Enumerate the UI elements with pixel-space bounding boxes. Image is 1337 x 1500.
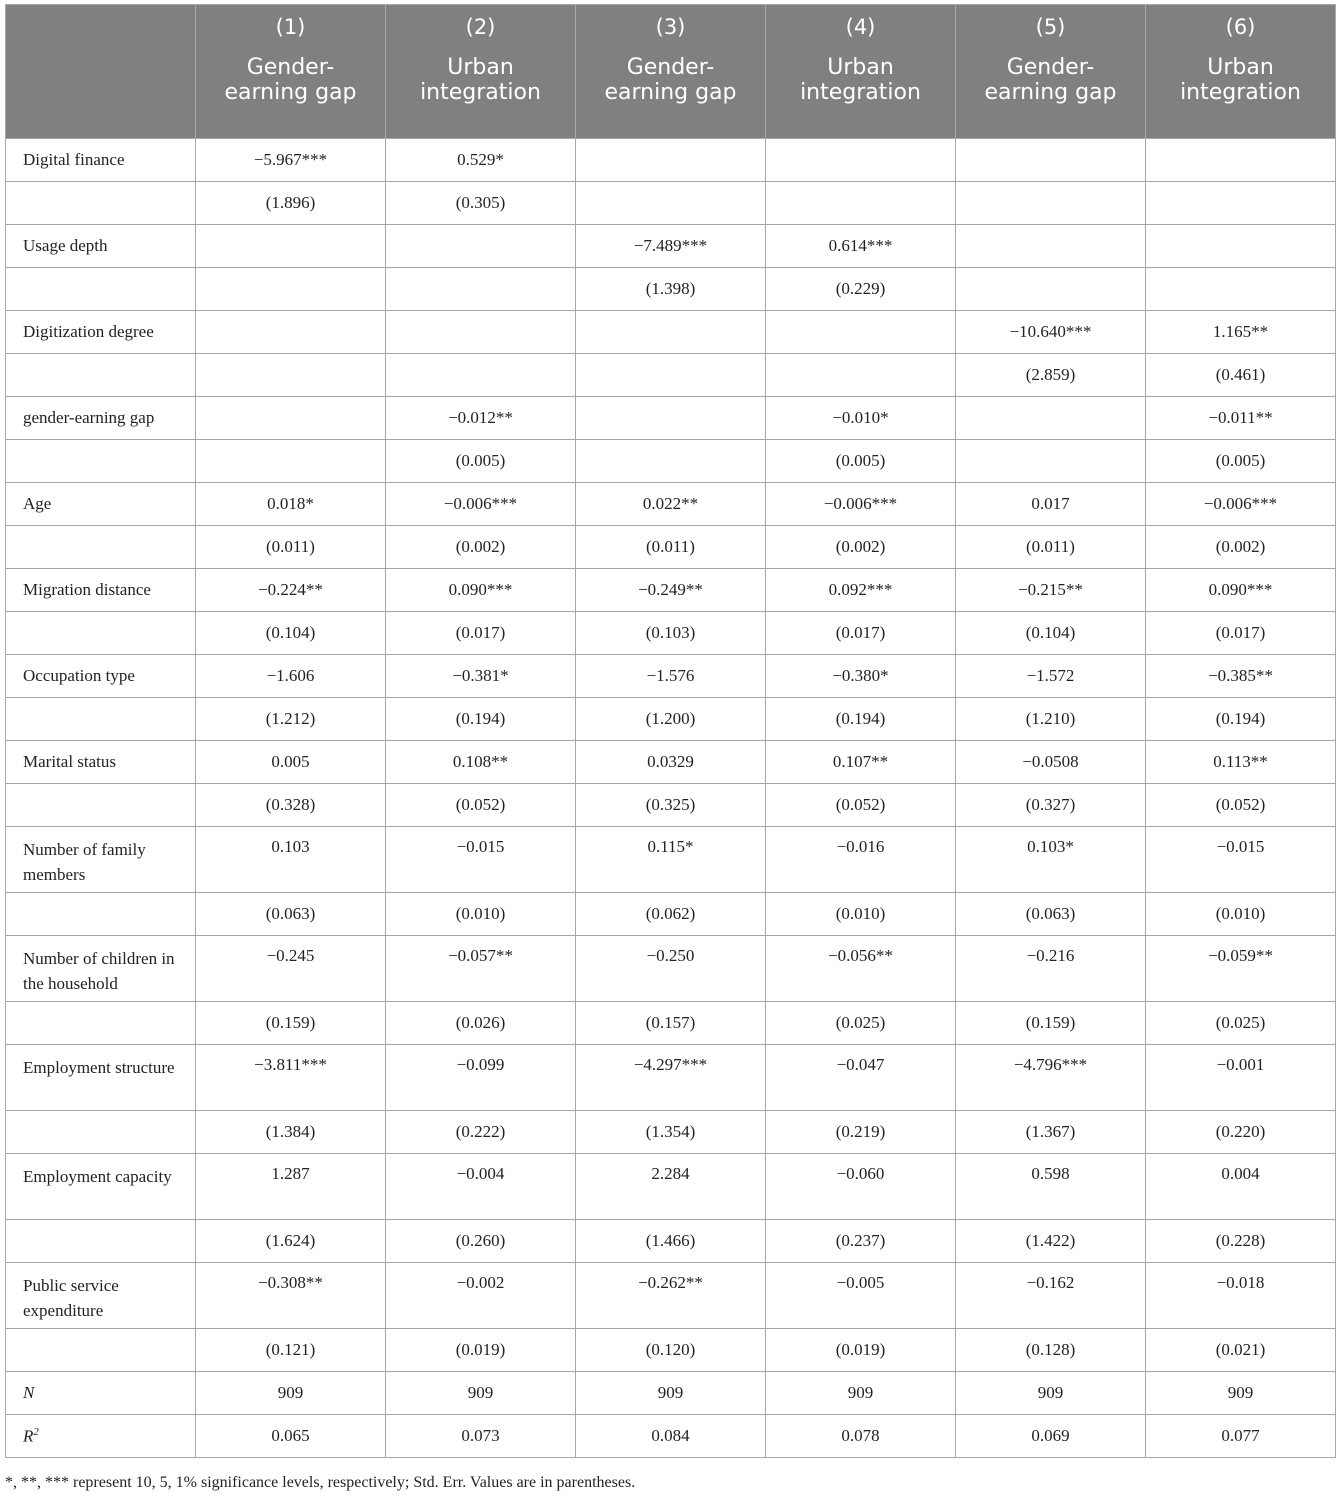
table-row — [6, 311, 1336, 354]
row-label-text: Digitization degree — [23, 322, 154, 341]
table-cell: 0.017 — [956, 483, 1146, 526]
table-cell: −0.385** — [1146, 655, 1336, 698]
table-cell: 1.165** — [1146, 311, 1336, 354]
table-cell: (0.026) — [386, 1002, 576, 1045]
row-label — [6, 139, 196, 182]
table-cell: −0.010* — [766, 397, 956, 440]
table-cell: (0.237) — [766, 1220, 956, 1263]
table-cell: −0.308** — [196, 1263, 386, 1329]
row-label — [6, 1111, 196, 1154]
table-cell: −1.572 — [956, 655, 1146, 698]
table-cell: (1.384) — [196, 1111, 386, 1154]
row-label-text: Digital finance — [23, 150, 125, 169]
table-cell: −0.016 — [766, 827, 956, 893]
table-cell — [1146, 182, 1336, 225]
row-label — [6, 526, 196, 569]
table-cell: (2.859) — [956, 354, 1146, 397]
table-cell — [386, 311, 576, 354]
table-cell: (0.025) — [1146, 1002, 1336, 1045]
table-cell: (0.229) — [766, 268, 956, 311]
table-cell: 0.065 — [196, 1415, 386, 1458]
table-cell: (0.104) — [196, 612, 386, 655]
table-cell: −0.006*** — [1146, 483, 1336, 526]
table-cell: 0.004 — [1146, 1154, 1336, 1220]
table-cell — [956, 182, 1146, 225]
column-label: Urban integration — [420, 55, 541, 105]
row-label — [6, 440, 196, 483]
column-label: Gender-earning gap — [604, 55, 737, 105]
table-cell: −0.056** — [766, 936, 956, 1002]
row-label-text: Age — [23, 494, 52, 513]
column-header — [1146, 5, 1336, 139]
row-label-text: Marital status — [23, 752, 117, 771]
table-cell: (0.017) — [766, 612, 956, 655]
table-cell: (1.367) — [956, 1111, 1146, 1154]
table-cell: (0.010) — [386, 893, 576, 936]
row-label — [6, 612, 196, 655]
row-label — [6, 1154, 196, 1220]
table-cell — [386, 225, 576, 268]
std-error-row — [6, 182, 1336, 225]
table-cell: (0.005) — [766, 440, 956, 483]
table-cell: −0.250 — [576, 936, 766, 1002]
table-cell: 0.614*** — [766, 225, 956, 268]
table-cell — [1146, 139, 1336, 182]
column-number: (5) — [1035, 15, 1066, 39]
column-header — [576, 5, 766, 139]
column-header — [956, 5, 1146, 139]
column-number: (6) — [1225, 15, 1256, 39]
table-cell: (1.398) — [576, 268, 766, 311]
row-label — [6, 698, 196, 741]
table-cell: 0.022** — [576, 483, 766, 526]
table-cell: (0.128) — [956, 1329, 1146, 1372]
table-cell: (1.624) — [196, 1220, 386, 1263]
row-label-superscript: 2 — [33, 1425, 39, 1438]
table-cell — [956, 397, 1146, 440]
row-label — [6, 893, 196, 936]
table-cell: (0.222) — [386, 1111, 576, 1154]
table-cell: −0.224** — [196, 569, 386, 612]
table-cell: 0.0329 — [576, 741, 766, 784]
table-cell — [386, 354, 576, 397]
table-cell — [196, 311, 386, 354]
table-cell: (1.212) — [196, 698, 386, 741]
table-cell: 0.108** — [386, 741, 576, 784]
table-body — [6, 139, 1336, 1458]
row-label-text: gender-earning gap — [23, 408, 155, 427]
std-error-row — [6, 1111, 1336, 1154]
table-cell: (0.005) — [386, 440, 576, 483]
table-cell — [196, 268, 386, 311]
table-cell: (0.063) — [956, 893, 1146, 936]
table-cell: (0.121) — [196, 1329, 386, 1372]
std-error-row — [6, 268, 1336, 311]
row-label — [6, 182, 196, 225]
std-error-row — [6, 1220, 1336, 1263]
table-cell: (1.896) — [196, 182, 386, 225]
std-error-row — [6, 354, 1336, 397]
table-cell: −0.245 — [196, 936, 386, 1002]
table-cell: 909 — [386, 1372, 576, 1415]
row-label — [6, 1263, 196, 1329]
table-header — [6, 5, 1336, 139]
row-label-text: N — [23, 1383, 35, 1402]
table-cell: 0.107** — [766, 741, 956, 784]
table-row — [6, 1372, 1336, 1415]
column-number: (2) — [465, 15, 496, 39]
table-cell: (0.325) — [576, 784, 766, 827]
table-cell: 0.090*** — [1146, 569, 1336, 612]
row-label-text: Number of children in the household — [23, 949, 175, 993]
table-footnote: *, **, *** represent 10, 5, 1% significance levels, respectively; Std. Err. Values are in parentheses. — [5, 1474, 636, 1491]
table-cell: (1.422) — [956, 1220, 1146, 1263]
table-cell: (0.052) — [766, 784, 956, 827]
table-cell: (0.194) — [766, 698, 956, 741]
table-cell: (0.220) — [1146, 1111, 1336, 1154]
row-label — [6, 1329, 196, 1372]
table-cell — [766, 139, 956, 182]
table-cell: (0.104) — [956, 612, 1146, 655]
column-header — [386, 5, 576, 139]
table-cell — [386, 268, 576, 311]
row-label — [6, 268, 196, 311]
table-cell: (0.159) — [956, 1002, 1146, 1045]
table-cell: −0.006*** — [766, 483, 956, 526]
table-cell: (0.228) — [1146, 1220, 1336, 1263]
table-cell: 0.069 — [956, 1415, 1146, 1458]
table-cell: 2.284 — [576, 1154, 766, 1220]
row-label-text: Public service expenditure — [23, 1276, 119, 1320]
table-cell: (0.011) — [956, 526, 1146, 569]
column-number: (1) — [275, 15, 306, 39]
table-cell: (0.002) — [1146, 526, 1336, 569]
table-row — [6, 827, 1336, 893]
table-cell: −4.297*** — [576, 1045, 766, 1111]
table-cell: −0.015 — [386, 827, 576, 893]
row-label-text: Usage depth — [23, 236, 108, 255]
table-cell — [576, 182, 766, 225]
table-cell: −5.967*** — [196, 139, 386, 182]
table-row — [6, 1154, 1336, 1220]
row-label-text: Employment structure — [23, 1058, 175, 1077]
row-label-text: R — [23, 1426, 34, 1446]
row-label — [6, 1415, 196, 1458]
table-cell: 0.078 — [766, 1415, 956, 1458]
table-cell: −0.018 — [1146, 1263, 1336, 1329]
table-cell: −0.012** — [386, 397, 576, 440]
table-cell: (0.005) — [1146, 440, 1336, 483]
table-cell: 0.077 — [1146, 1415, 1336, 1458]
table-cell: (0.025) — [766, 1002, 956, 1045]
table-cell: (0.052) — [386, 784, 576, 827]
table-cell: (1.354) — [576, 1111, 766, 1154]
table-cell: 909 — [1146, 1372, 1336, 1415]
table-cell: (0.260) — [386, 1220, 576, 1263]
table-row — [6, 1415, 1336, 1458]
row-label-text: Number of family members — [23, 840, 146, 884]
table-cell: (0.011) — [576, 526, 766, 569]
table-row — [6, 397, 1336, 440]
table-cell — [576, 440, 766, 483]
row-label — [6, 1220, 196, 1263]
table-cell: 909 — [956, 1372, 1146, 1415]
column-number: (4) — [845, 15, 876, 39]
row-label — [6, 569, 196, 612]
std-error-row — [6, 698, 1336, 741]
table-cell: (0.063) — [196, 893, 386, 936]
table-cell: −3.811*** — [196, 1045, 386, 1111]
table-cell: (0.328) — [196, 784, 386, 827]
table-cell — [576, 139, 766, 182]
table-cell: (0.019) — [386, 1329, 576, 1372]
table-cell: −0.059** — [1146, 936, 1336, 1002]
column-label: Urban integration — [1180, 55, 1301, 105]
row-label-text: Employment capacity — [23, 1167, 172, 1186]
table-cell: −0.216 — [956, 936, 1146, 1002]
table-cell: 0.018* — [196, 483, 386, 526]
row-label — [6, 784, 196, 827]
table-cell: (1.210) — [956, 698, 1146, 741]
table-cell — [956, 225, 1146, 268]
table-cell — [956, 139, 1146, 182]
table-cell: −0.001 — [1146, 1045, 1336, 1111]
table-cell: 0.103* — [956, 827, 1146, 893]
row-label — [6, 483, 196, 526]
table-cell: −0.002 — [386, 1263, 576, 1329]
row-label — [6, 655, 196, 698]
table-cell: (0.327) — [956, 784, 1146, 827]
column-label: Gender-earning gap — [224, 55, 357, 105]
table-cell: −0.162 — [956, 1263, 1146, 1329]
table-cell: −0.005 — [766, 1263, 956, 1329]
table-cell: 0.092*** — [766, 569, 956, 612]
table-cell — [576, 397, 766, 440]
table-cell: (0.194) — [386, 698, 576, 741]
table-cell: −0.004 — [386, 1154, 576, 1220]
row-label — [6, 311, 196, 354]
table-cell: 1.287 — [196, 1154, 386, 1220]
row-label — [6, 827, 196, 893]
table-cell: (0.219) — [766, 1111, 956, 1154]
table-cell: (0.011) — [196, 526, 386, 569]
table-cell: −0.381* — [386, 655, 576, 698]
table-row — [6, 139, 1336, 182]
table-cell: (0.062) — [576, 893, 766, 936]
column-label: Gender-earning gap — [984, 55, 1117, 105]
table-row — [6, 483, 1336, 526]
table-cell: −0.215** — [956, 569, 1146, 612]
table-cell: 0.073 — [386, 1415, 576, 1458]
table-cell — [1146, 268, 1336, 311]
table-cell: −0.047 — [766, 1045, 956, 1111]
table-cell: (0.052) — [1146, 784, 1336, 827]
std-error-row — [6, 1002, 1336, 1045]
table-cell: −1.606 — [196, 655, 386, 698]
table-row — [6, 569, 1336, 612]
table-cell: −10.640*** — [956, 311, 1146, 354]
row-label-text: Migration distance — [23, 580, 151, 599]
column-header — [766, 5, 956, 139]
table-cell: (0.159) — [196, 1002, 386, 1045]
table-cell: −0.262** — [576, 1263, 766, 1329]
table-row — [6, 936, 1336, 1002]
std-error-row — [6, 612, 1336, 655]
table-cell: (0.019) — [766, 1329, 956, 1372]
table-cell: −0.011** — [1146, 397, 1336, 440]
table-cell: (1.466) — [576, 1220, 766, 1263]
table-row — [6, 655, 1336, 698]
table-cell: 0.115* — [576, 827, 766, 893]
std-error-row — [6, 440, 1336, 483]
column-label: Urban integration — [800, 55, 921, 105]
table-cell: −0.380* — [766, 655, 956, 698]
row-label — [6, 1045, 196, 1111]
table-cell: −1.576 — [576, 655, 766, 698]
table-cell — [196, 440, 386, 483]
row-label-text: Occupation type — [23, 666, 135, 685]
table-cell — [766, 311, 956, 354]
table-cell: −7.489*** — [576, 225, 766, 268]
table-cell: −0.006*** — [386, 483, 576, 526]
table-cell: 909 — [196, 1372, 386, 1415]
table-row — [6, 1263, 1336, 1329]
table-cell: 0.103 — [196, 827, 386, 893]
table-cell: (0.010) — [1146, 893, 1336, 936]
table-cell: (0.002) — [766, 526, 956, 569]
table-cell — [766, 354, 956, 397]
table-row — [6, 741, 1336, 784]
table-cell: (1.200) — [576, 698, 766, 741]
table-cell — [956, 440, 1146, 483]
std-error-row — [6, 893, 1336, 936]
table-cell: −0.015 — [1146, 827, 1336, 893]
table-row — [6, 1045, 1336, 1111]
std-error-row — [6, 1329, 1336, 1372]
header-empty-cell — [6, 5, 196, 139]
column-number: (3) — [655, 15, 686, 39]
table-cell — [196, 354, 386, 397]
row-label — [6, 397, 196, 440]
table-cell: −0.249** — [576, 569, 766, 612]
table-cell — [576, 311, 766, 354]
table-cell — [956, 268, 1146, 311]
table-cell: 0.090*** — [386, 569, 576, 612]
row-label — [6, 225, 196, 268]
table-cell: 0.005 — [196, 741, 386, 784]
table-cell: (0.017) — [386, 612, 576, 655]
table-cell — [1146, 225, 1336, 268]
table-cell: (0.194) — [1146, 698, 1336, 741]
table-cell: (0.103) — [576, 612, 766, 655]
regression-table — [5, 4, 1336, 1458]
table-cell: (0.017) — [1146, 612, 1336, 655]
row-label — [6, 936, 196, 1002]
table-cell — [196, 397, 386, 440]
row-label — [6, 354, 196, 397]
table-cell: −0.057** — [386, 936, 576, 1002]
table-cell — [576, 354, 766, 397]
table-cell: −4.796*** — [956, 1045, 1146, 1111]
table-row — [6, 225, 1336, 268]
std-error-row — [6, 526, 1336, 569]
table-cell: −0.060 — [766, 1154, 956, 1220]
table-cell — [196, 225, 386, 268]
table-cell: 0.529* — [386, 139, 576, 182]
table-cell: (0.002) — [386, 526, 576, 569]
table-cell: (0.157) — [576, 1002, 766, 1045]
table-cell: (0.305) — [386, 182, 576, 225]
table-cell: (0.120) — [576, 1329, 766, 1372]
table-cell: 909 — [766, 1372, 956, 1415]
table-cell: 0.598 — [956, 1154, 1146, 1220]
table-cell: 909 — [576, 1372, 766, 1415]
table-cell: −0.0508 — [956, 741, 1146, 784]
row-label — [6, 1372, 196, 1415]
row-label — [6, 1002, 196, 1045]
table-cell: 0.084 — [576, 1415, 766, 1458]
table-cell — [766, 182, 956, 225]
std-error-row — [6, 784, 1336, 827]
table-cell: (0.021) — [1146, 1329, 1336, 1372]
table-cell: 0.113** — [1146, 741, 1336, 784]
table-cell: (0.010) — [766, 893, 956, 936]
table-cell: (0.461) — [1146, 354, 1336, 397]
table-cell: −0.099 — [386, 1045, 576, 1111]
header-row — [6, 5, 1336, 139]
row-label — [6, 741, 196, 784]
column-header — [196, 5, 386, 139]
